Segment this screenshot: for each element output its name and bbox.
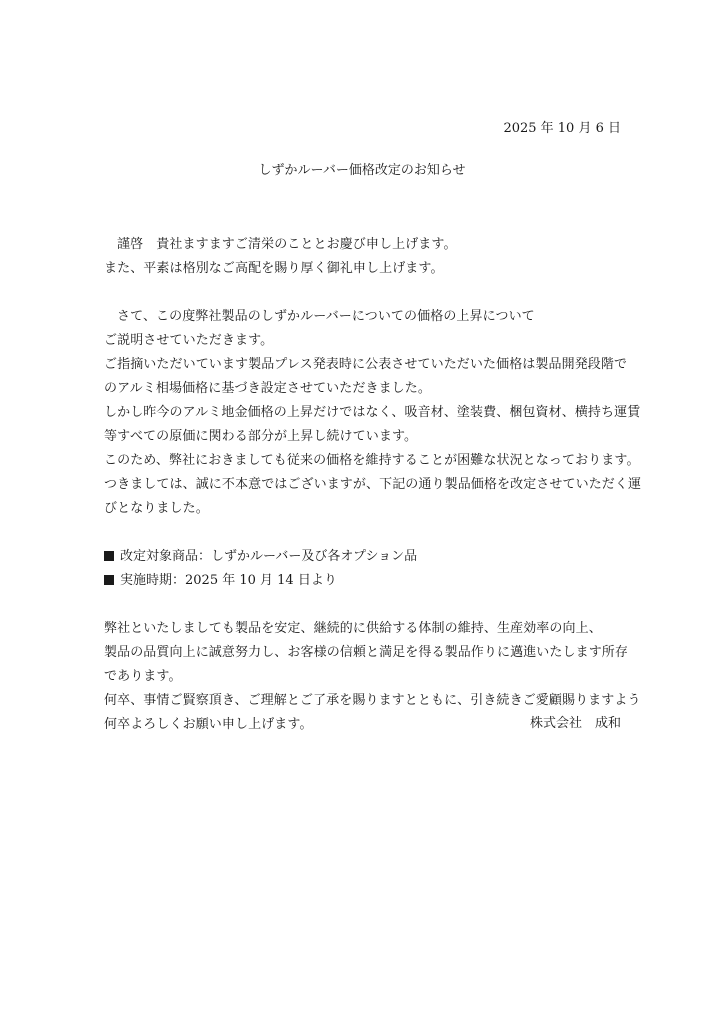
document-date: 2025 年 10 月 6 日 [503,121,621,136]
paragraph-line: このため、弊社におきましても従来の価格を維持することが困難な状況となっております。 [104,453,640,468]
greeting-line: 謹啓 貴社ますますご清栄のこととお慶び申し上げます。 [117,237,457,252]
paragraph-line: のアルミ相場価格に基づき設定させていただきました。 [104,381,431,396]
document-title: しずかルーバー価格改定のお知らせ [258,163,466,178]
square-bullet-icon [104,551,114,561]
paragraph-gap [104,281,624,305]
paragraph-line: ご説明させていただきます。 [104,333,274,348]
closing-line: 弊社といたしましても製品を安定、継続的に供給する体制の維持、生産効率の向上、 [104,621,602,636]
list-item [104,569,624,593]
paragraph-line: 等すべての原価に関わる部分が上昇し続けています。 [104,429,418,444]
paragraph-line: しかし昨今のアルミ地金価格の上昇だけではなく、吸音材、塗装費、梱包資材、横持ち運賃 [104,405,641,420]
list-item-text: 実施時期：2025 年 10 月 14 日より [120,573,337,588]
paragraph-gap [104,521,624,545]
square-bullet-icon [104,575,114,585]
list-item-text: 改定対象商品：しずかルーバー及び各オプション品 [120,549,418,564]
document-body [104,233,642,737]
list-item [104,545,624,569]
paragraph-line: びとなりました。 [104,501,209,516]
paragraph-line: ご指摘いただいています製品プレス発表時に公表させていただいた価格は製品開発段階で [104,357,628,372]
greeting-line: また、平素は格別なご高配を賜り厚く御礼申し上げます。 [104,261,444,276]
paragraph-line: つきましては、誠に不本意ではございますが、下記の通り製品価格を改定させていただく運 [104,477,642,492]
closing-line: 何卒、事情ご賢察頂き、ご理解とご了承を賜りますとともに、引き続きご愛顧賜りますよう [104,693,641,708]
company-signature: 株式会社 成和 [529,716,621,731]
paragraph-gap [104,593,624,617]
closing-line: であります。 [104,669,182,684]
closing-line: 何卒よろしくお願い申し上げます。 [104,717,313,732]
paragraph-line: さて、この度弊社製品のしずかルーバーについての価格の上昇について [117,309,535,324]
closing-line: 製品の品質向上に誠意努力し、お客様の信頼と満足を得る製品作りに邁進いたします所存 [104,645,629,660]
